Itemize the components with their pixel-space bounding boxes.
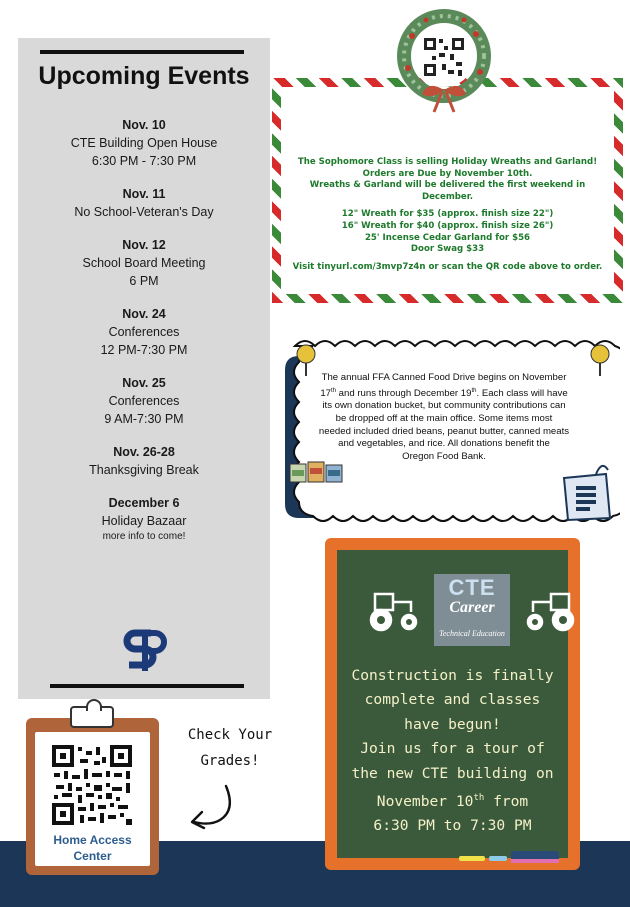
event-date: Nov. 25 xyxy=(122,376,166,390)
cte-line: Join us for a tour of xyxy=(360,740,545,758)
cte-line: November 10th from xyxy=(376,792,529,810)
event-item xyxy=(18,116,270,170)
tractor-icon xyxy=(367,588,421,632)
event-note: more info to come! xyxy=(102,531,186,542)
home-access-label-line: Home Access xyxy=(53,833,132,847)
wreath-price: 16" Wreath for $40 (approx. finish size 26") xyxy=(341,220,554,231)
divider-top xyxy=(40,50,244,54)
wreath-line: Wreaths & Garland will be delivered the first weekend in xyxy=(309,180,586,191)
event-item xyxy=(18,185,270,221)
event-date: Nov. 26-28 xyxy=(113,445,175,459)
home-access-label[interactable] xyxy=(26,832,159,864)
tractor-icon xyxy=(523,588,577,632)
event-detail: School Board Meeting xyxy=(82,256,206,270)
event-detail: 6 PM xyxy=(129,274,159,288)
wreath-order-link[interactable]: Visit tinyurl.com/3mvp7z4n or scan the QR code above to order. xyxy=(292,261,603,272)
event-detail: Thanksgiving Break xyxy=(89,463,199,477)
event-detail: CTE Building Open House xyxy=(70,136,218,150)
wreath-sale-text xyxy=(289,157,606,273)
qr-code-icon[interactable] xyxy=(50,743,134,827)
event-detail: 12 PM-7:30 PM xyxy=(100,343,188,357)
home-access-label-line: Center xyxy=(73,849,112,863)
events-panel xyxy=(18,38,270,699)
wreath-price: Door Swag $33 xyxy=(410,244,485,255)
cte-chalkboard xyxy=(325,538,580,870)
home-access-clipboard[interactable] xyxy=(26,718,159,875)
canned-food-icon xyxy=(288,456,344,484)
wreath-price: 12" Wreath for $35 (approx. finish size 22") xyxy=(341,209,554,220)
food-line: needed included dried beans, peanut butter, canned meats xyxy=(318,425,570,437)
food-line: Oregon Food Bank. xyxy=(402,450,486,462)
event-date: Nov. 12 xyxy=(122,238,166,252)
event-detail: 9 AM-7:30 PM xyxy=(104,412,184,426)
cte-logo-text: CTE xyxy=(448,575,496,600)
event-item xyxy=(18,374,270,428)
event-date: December 6 xyxy=(108,496,180,510)
cte-line: complete and classes xyxy=(364,691,541,709)
food-line: its own donation bucket, but community contributions can xyxy=(322,400,566,412)
events-title: Upcoming Events xyxy=(38,62,250,90)
cte-line: 6:30 PM to 7:30 PM xyxy=(373,817,532,835)
wreath-price: 25' Incense Cedar Garland for $56 xyxy=(364,232,531,243)
wreath-line: December. xyxy=(421,191,474,202)
divider-bottom xyxy=(50,684,244,688)
cte-line: Construction is finally xyxy=(351,667,554,684)
check-grades-line: Grades! xyxy=(200,753,260,769)
wreath-line: The Sophomore Class is selling Holiday Wreaths and Garland! xyxy=(297,157,598,167)
food-line: The annual FFA Canned Food Drive begins on November xyxy=(321,372,567,383)
event-detail: Conferences xyxy=(108,325,180,339)
event-date: Nov. 11 xyxy=(122,187,166,201)
food-drive-text xyxy=(296,372,592,463)
event-detail: No School-Veteran's Day xyxy=(74,205,214,219)
event-date: Nov. 24 xyxy=(122,307,166,321)
school-sp-logo-icon xyxy=(121,628,167,674)
cte-line: have begun! xyxy=(404,715,501,733)
wreath-line: Orders are Due by November 10th. xyxy=(362,168,533,179)
event-item xyxy=(18,305,270,359)
check-grades-line: Check Your xyxy=(187,727,273,743)
chalkboard-surface xyxy=(337,550,568,858)
wreath-qr-icon[interactable] xyxy=(386,6,502,114)
check-grades-text xyxy=(180,722,280,774)
cte-line: the new CTE building on xyxy=(351,764,554,782)
cte-logo-text: Technical Education xyxy=(439,629,505,638)
food-line: and vegetables, and rice. All donations benefit the xyxy=(338,438,550,450)
event-item xyxy=(18,494,270,544)
clipboard-clip-icon xyxy=(70,706,114,728)
event-item xyxy=(18,443,270,479)
food-line: 17th and runs through December 19th. Each class will have xyxy=(320,387,568,399)
event-detail: Conferences xyxy=(108,394,180,408)
cte-announcement-text xyxy=(345,664,560,839)
event-detail: Holiday Bazaar xyxy=(101,514,187,528)
food-line: be dropped off at the main office. Some items most xyxy=(335,412,553,424)
curved-arrow-icon xyxy=(186,782,238,832)
event-detail: 6:30 PM - 7:30 PM xyxy=(91,154,197,168)
wreath-card-inner xyxy=(281,87,614,294)
grocery-bag-icon xyxy=(556,460,614,522)
event-date: Nov. 10 xyxy=(122,118,166,132)
cte-career-logo xyxy=(434,574,510,646)
event-item xyxy=(18,236,270,290)
cte-logo-text: Career xyxy=(449,599,495,616)
event-list xyxy=(18,116,270,559)
chalk-and-eraser-icon xyxy=(457,850,567,864)
